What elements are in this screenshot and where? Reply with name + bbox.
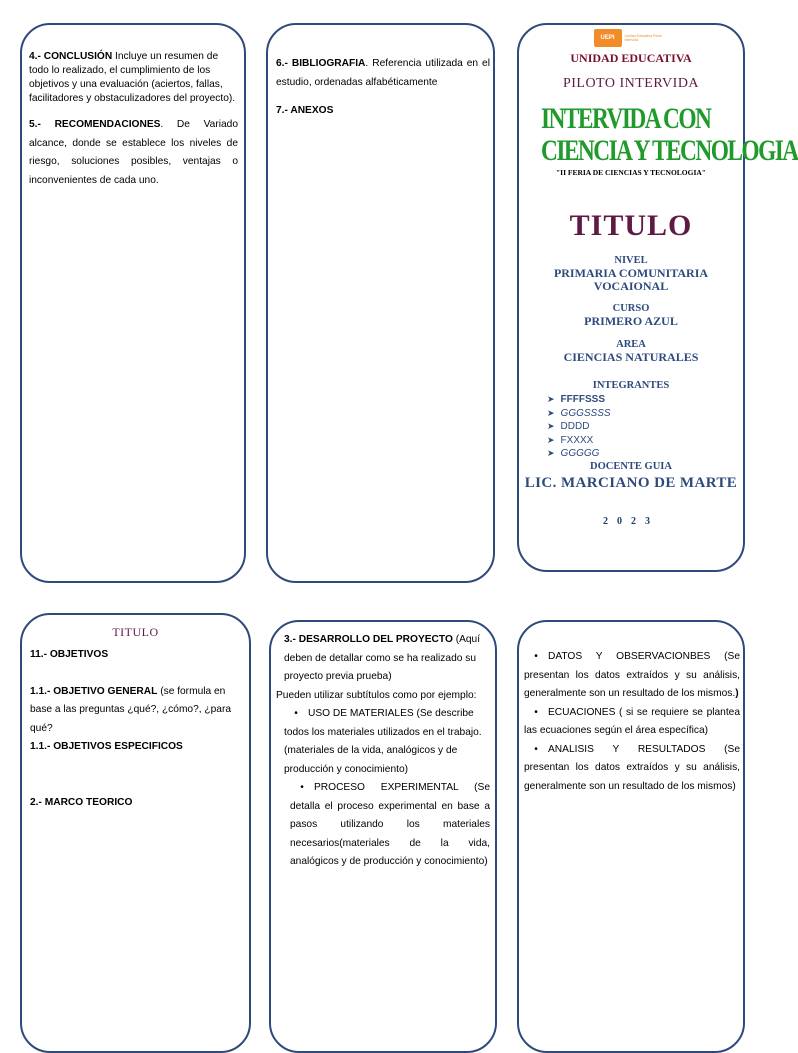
- course-value: PRIMERO AZUL: [584, 314, 678, 328]
- analysis-results-item: • ANALISIS Y RESULTADOS (Se presentan los datos extraídos y su análisis, generalmente son un resultado de los mismos): [524, 741, 740, 797]
- panel-development: [269, 620, 497, 1053]
- bullet-icon: •: [534, 651, 538, 662]
- panel-bibliography: [266, 23, 495, 583]
- teacher-name: LIC. MARCIANO DE MARTE: [524, 474, 738, 491]
- level-value-2: VOCAIONAL: [593, 279, 669, 293]
- member-item: ➤ GGGGG: [547, 448, 600, 459]
- area-value: CIENCIAS NATURALES: [563, 350, 699, 364]
- development-text: (Aquí deben de detallar como se ha realizado su proyecto previa prueba): [284, 634, 481, 682]
- member-item: ➤ GGGSSSS: [547, 407, 611, 419]
- development-heading: 3.- DESARROLLO DEL PROYECTO: [284, 634, 453, 645]
- development-paragraph: [276, 631, 490, 687]
- panel-conclusion: [20, 23, 246, 583]
- bibliography-text: . Referencia utilizada en el estudio, ordenadas alfabéticamente: [276, 58, 490, 88]
- event-headline: [519, 102, 798, 167]
- objectives-heading: 11.- OBJETIVOS: [30, 649, 109, 660]
- year: 2023: [603, 515, 659, 527]
- bibliography-heading: 6.- BIBLIOGRAFIA: [276, 58, 366, 69]
- level-value-1: PRIMARIA COMUNITARIA: [553, 266, 709, 280]
- bullet-icon: •: [294, 708, 298, 719]
- school-logo: [519, 29, 743, 47]
- process-item: • PROCESO EXPERIMENTAL (Se detalla el proceso experimental en base a pasos utilizando los materiales necesarios(materiales de la vida, analógicos y de producción y conocimiento): [276, 779, 490, 872]
- members-label: INTEGRANTES: [592, 380, 670, 391]
- logo-text: Unidad Educativa Piloto Intervida: [624, 34, 662, 42]
- fair-subtitle: "II FERIA DE CIENCIAS Y TECNOLOGIA": [556, 168, 706, 177]
- level-label: NIVEL: [614, 255, 648, 266]
- course-label: CURSO: [612, 303, 650, 314]
- headline-line-1: INTERVIDA CON: [541, 102, 711, 135]
- members-list: [547, 393, 743, 461]
- member-item: ➤ FFFFSSS: [547, 394, 605, 405]
- conclusion-text: Incluye un resumen de todo lo realizado, el cumplimiento de los objetivos y una evaluación (aciertos, fallas, facilitadores y obstaculizadores del proyecto).: [29, 51, 236, 104]
- data-observations-item: • DATOS Y OBSERVACIONBES (Se presentan los datos extraídos y su análisis, generalmente son un resultado de los mismos.): [524, 648, 740, 704]
- headline-line-2: CIENCIA Y TECNOLOGIA: [541, 134, 798, 167]
- section-title: TITULO: [112, 625, 159, 639]
- annexes-heading: 7.- ANEXOS: [276, 105, 334, 116]
- recommendations-text: . De Variado alcance, donde se establece los niveles de riesgo, soluciones posibles, ventajas o inconvenientes de cada uno.: [29, 119, 238, 186]
- materials-item: • USO DE MATERIALES (Se describe todos los materiales utilizados en el trabajo. (materiales de la vida, analógicos y de producción y conocimiento): [276, 705, 490, 779]
- bullet-icon: •: [300, 782, 304, 793]
- recommendations-heading: 5.- RECOMENDACIONES: [29, 119, 161, 130]
- area-label: AREA: [616, 339, 646, 350]
- panel-results: [517, 620, 745, 1053]
- logo-mark: UEPI: [594, 29, 622, 47]
- equations-item: • ECUACIONES ( si se requiere se plantea las ecuaciones según el área específica): [524, 704, 740, 741]
- general-objective-paragraph: [30, 683, 243, 739]
- conclusion-heading: 4.- CONCLUSIÓN: [29, 51, 113, 62]
- arrow-bullet-icon: ➤: [547, 448, 555, 458]
- panel-objectives: [20, 613, 251, 1053]
- bibliography-paragraph: [276, 55, 490, 92]
- panel-cover: [517, 23, 798, 572]
- arrow-bullet-icon: ➤: [547, 407, 555, 418]
- subtitles-note: Pueden utilizar subtítulos como por ejemplo:: [276, 689, 477, 701]
- member-item: ➤ FXXXX: [547, 434, 594, 446]
- arrow-bullet-icon: ➤: [547, 421, 555, 431]
- conclusion-paragraph: [29, 50, 238, 106]
- theory-heading: 2.- MARCO TEORICO: [30, 796, 133, 808]
- teacher-label: DOCENTE GUIA: [590, 460, 672, 472]
- specific-objectives-heading: 1.1.- OBJETIVOS ESPECIFICOS: [30, 741, 183, 752]
- school-name: PILOTO INTERVIDA: [562, 76, 700, 91]
- bullet-icon: •: [534, 743, 538, 755]
- bullet-icon: •: [534, 706, 538, 718]
- recommendations-paragraph: [29, 116, 238, 190]
- member-item: ➤ DDDD: [547, 421, 590, 432]
- arrow-bullet-icon: ➤: [547, 394, 555, 404]
- arrow-bullet-icon: ➤: [547, 434, 555, 445]
- cover-title: TITULO: [569, 209, 693, 242]
- general-objective-text: (se formula en base a las preguntas ¿qué?, ¿cómo?, ¿para qué?: [30, 685, 232, 734]
- general-objective-heading: 1.1.- OBJETIVO GENERAL: [30, 685, 158, 697]
- school-type: UNIDAD EDUCATIVA: [570, 51, 692, 65]
